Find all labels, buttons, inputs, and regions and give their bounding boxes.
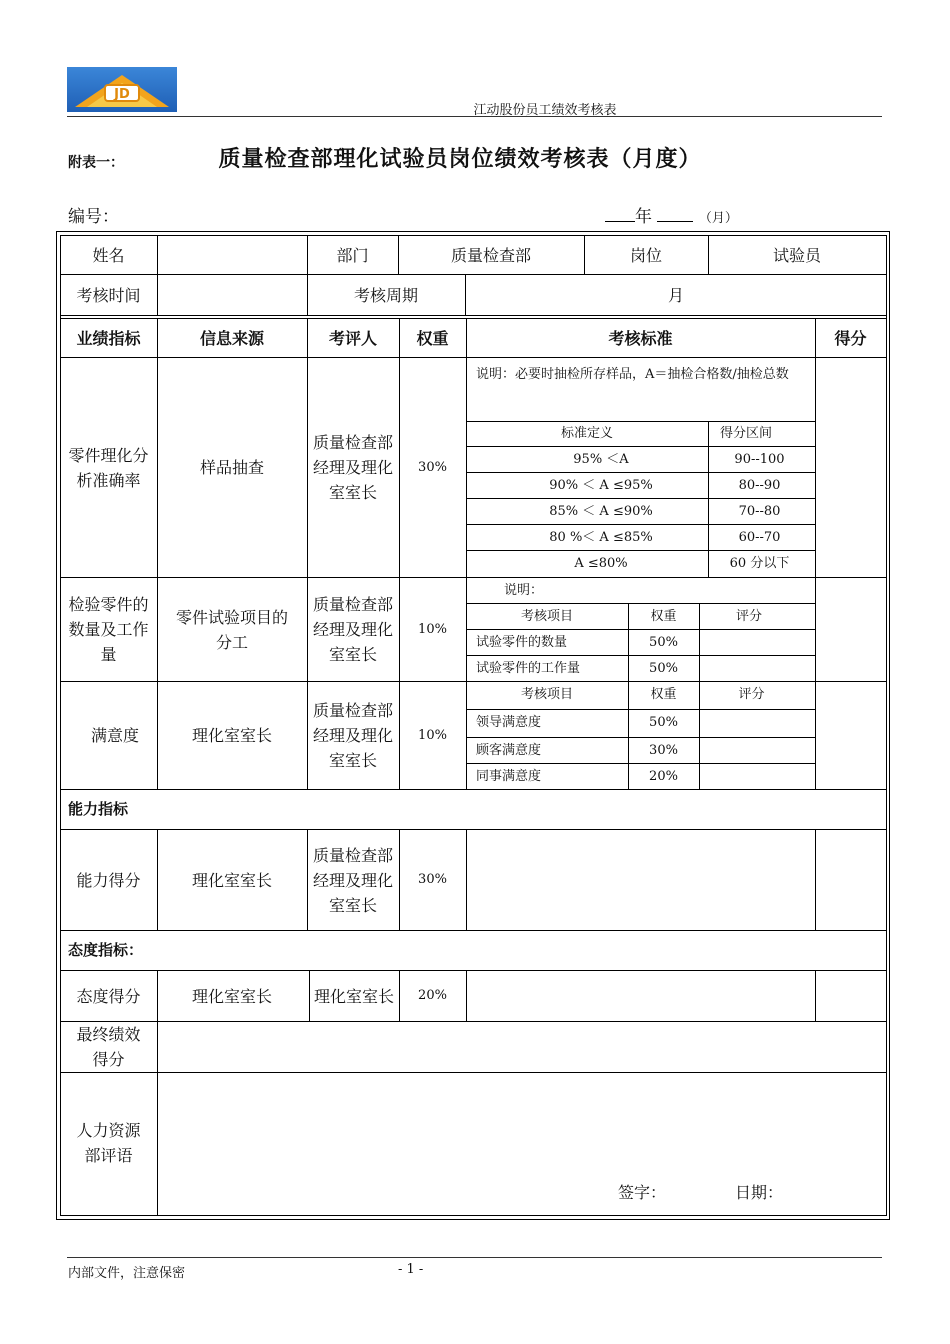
- row2-item-name: 试验零件的工作量: [476, 660, 581, 676]
- year-blank[interactable]: [605, 207, 635, 222]
- time-value[interactable]: [157, 275, 307, 315]
- row1-level-range: 70--80: [738, 503, 781, 519]
- col-score: 得分: [834, 328, 867, 348]
- col-source: 信息来源: [199, 328, 264, 348]
- page-number: - 1 -: [398, 1262, 424, 1277]
- row3-item-eval[interactable]: [699, 738, 815, 764]
- grid-line: [307, 829, 308, 930]
- date-label: 日期：: [735, 1183, 784, 1202]
- col-standard: 考核标准: [608, 328, 673, 348]
- time-label: 考核时间: [76, 285, 141, 305]
- year-month-field: [605, 202, 738, 227]
- row1-source: 样品抽查: [199, 458, 264, 477]
- post-label: 岗位: [629, 245, 662, 265]
- row3-head-eval: 评分: [738, 687, 765, 702]
- row2-item-weight: 50%: [649, 660, 678, 676]
- dept-label: 部门: [336, 245, 369, 265]
- row2-weight: 10%: [418, 621, 447, 637]
- row2-item-weight: 50%: [649, 634, 678, 650]
- row3-item-eval[interactable]: [699, 710, 815, 736]
- grid-line: [60, 315, 887, 316]
- row1-level-definition: 90% ＜ A ≤95%: [549, 477, 653, 493]
- row2-item-name: 试验零件的数量: [476, 634, 568, 650]
- ability-standard[interactable]: [466, 830, 815, 930]
- row3-indicator: 满意度: [90, 726, 139, 745]
- row3-item-name: 顾客满意度: [476, 743, 542, 758]
- col-reviewer: 考评人: [328, 328, 377, 348]
- final-score-value[interactable]: [157, 1022, 886, 1072]
- footer-confidential: 内部文件，注意保密: [68, 1266, 186, 1281]
- number-label: 编号：: [68, 207, 119, 227]
- row2-source: 零件试验项目的分工: [175, 607, 288, 652]
- document-header-title: 江动股份员工绩效考核表: [473, 103, 617, 118]
- period-label: 考核周期: [353, 285, 418, 305]
- attitude-indicator: 态度得分: [76, 986, 141, 1006]
- row3-item-eval[interactable]: [699, 764, 815, 790]
- attitude-standard[interactable]: [466, 971, 815, 1021]
- row1-score[interactable]: [815, 358, 886, 577]
- row2-note: 说明：: [504, 582, 544, 598]
- row2-item-eval[interactable]: [699, 630, 815, 655]
- row3-item-weight: 50%: [649, 715, 678, 730]
- ability-indicator: 能力得分: [76, 870, 141, 890]
- row3-item-weight: 30%: [649, 743, 678, 758]
- year-label: 年: [635, 207, 652, 227]
- row3-item-name: 领导满意度: [476, 715, 542, 730]
- row3-head-item: 考核项目: [520, 687, 573, 702]
- attitude-section-title: 态度指标：: [68, 941, 144, 959]
- row1-level-range: 60--70: [738, 529, 781, 545]
- row1-level-range: 80--90: [738, 477, 781, 493]
- row3-score[interactable]: [815, 682, 886, 789]
- row1-note: 说明：必要时抽检所存样品，A＝抽检合格数/抽检总数: [476, 367, 789, 382]
- row1-level-definition: 80 %＜ A ≤85%: [549, 529, 653, 545]
- logo-lettering: JD: [114, 87, 130, 102]
- ability-source: 理化室室长: [191, 870, 272, 890]
- name-label: 姓名: [92, 245, 125, 265]
- month-blank[interactable]: [657, 207, 693, 222]
- row3-weight: 10%: [418, 727, 447, 743]
- row3-reviewer: 质量检查部经理及理化室室长: [313, 701, 394, 770]
- grid-line: [60, 1215, 887, 1216]
- row1-reviewer: 质量检查部经理及理化室室长: [313, 433, 394, 502]
- post-value: 试验员: [772, 245, 821, 265]
- row2-item-eval[interactable]: [699, 656, 815, 681]
- annex-label: 附表一：: [68, 155, 124, 171]
- grid-line: [886, 235, 887, 1215]
- row1-level-range: 60 分以下: [729, 555, 790, 571]
- dept-value: 质量检查部: [450, 245, 531, 265]
- company-logo: [67, 67, 177, 112]
- row2-head-weight: 权重: [650, 608, 677, 624]
- attitude-weight: 20%: [418, 988, 447, 1003]
- row2-score[interactable]: [815, 578, 886, 681]
- col-indicator: 业绩指标: [76, 328, 141, 348]
- ability-weight: 30%: [418, 872, 447, 887]
- row3-source: 理化室室长: [191, 726, 272, 745]
- row2-reviewer: 质量检查部经理及理化室室长: [313, 595, 394, 664]
- row1-indicator: 零件理化分析准确率: [68, 445, 149, 490]
- period-value: 月: [667, 285, 684, 305]
- footer-rule: [67, 1257, 882, 1258]
- row3-item-weight: 20%: [649, 769, 678, 784]
- row1-range-head: 得分区间: [719, 426, 772, 441]
- row1-std-head: 标准定义: [560, 426, 613, 441]
- row2-indicator: 检验零件的数量及工作量: [68, 595, 149, 664]
- row1-level-definition: A ≤80%: [574, 555, 628, 571]
- ability-score[interactable]: [815, 830, 886, 930]
- ability-section-title: 能力指标: [68, 800, 129, 818]
- attitude-reviewer: 理化室室长: [313, 986, 394, 1006]
- attitude-source: 理化室室长: [191, 986, 272, 1006]
- row1-weight: 30%: [418, 459, 447, 475]
- grid-line: [307, 318, 308, 790]
- page-title: 质量检查部理化试验员岗位绩效考核表（月度）: [218, 146, 702, 172]
- row2-head-item: 考核项目: [520, 608, 573, 624]
- row3-head-weight: 权重: [650, 687, 677, 702]
- hr-comment-label: 人力资源部评语: [76, 1121, 141, 1165]
- final-score-label: 最终绩效得分: [76, 1025, 141, 1069]
- row2-head-eval: 评分: [735, 608, 762, 624]
- month-label: （月）: [698, 211, 738, 226]
- row3-item-name: 同事满意度: [476, 769, 542, 784]
- row1-level-definition: 95% ＜A: [573, 451, 629, 467]
- col-weight: 权重: [416, 328, 449, 348]
- ability-reviewer: 质量检查部经理及理化室室长: [313, 845, 394, 915]
- name-value[interactable]: [157, 236, 307, 274]
- grid-line: [309, 970, 310, 1021]
- sign-label: 签字：: [618, 1183, 667, 1202]
- attitude-score[interactable]: [815, 971, 886, 1021]
- header-rule: [67, 116, 882, 117]
- row1-level-definition: 85% ＜ A ≤90%: [549, 503, 653, 519]
- row1-level-range: 90--100: [734, 451, 785, 467]
